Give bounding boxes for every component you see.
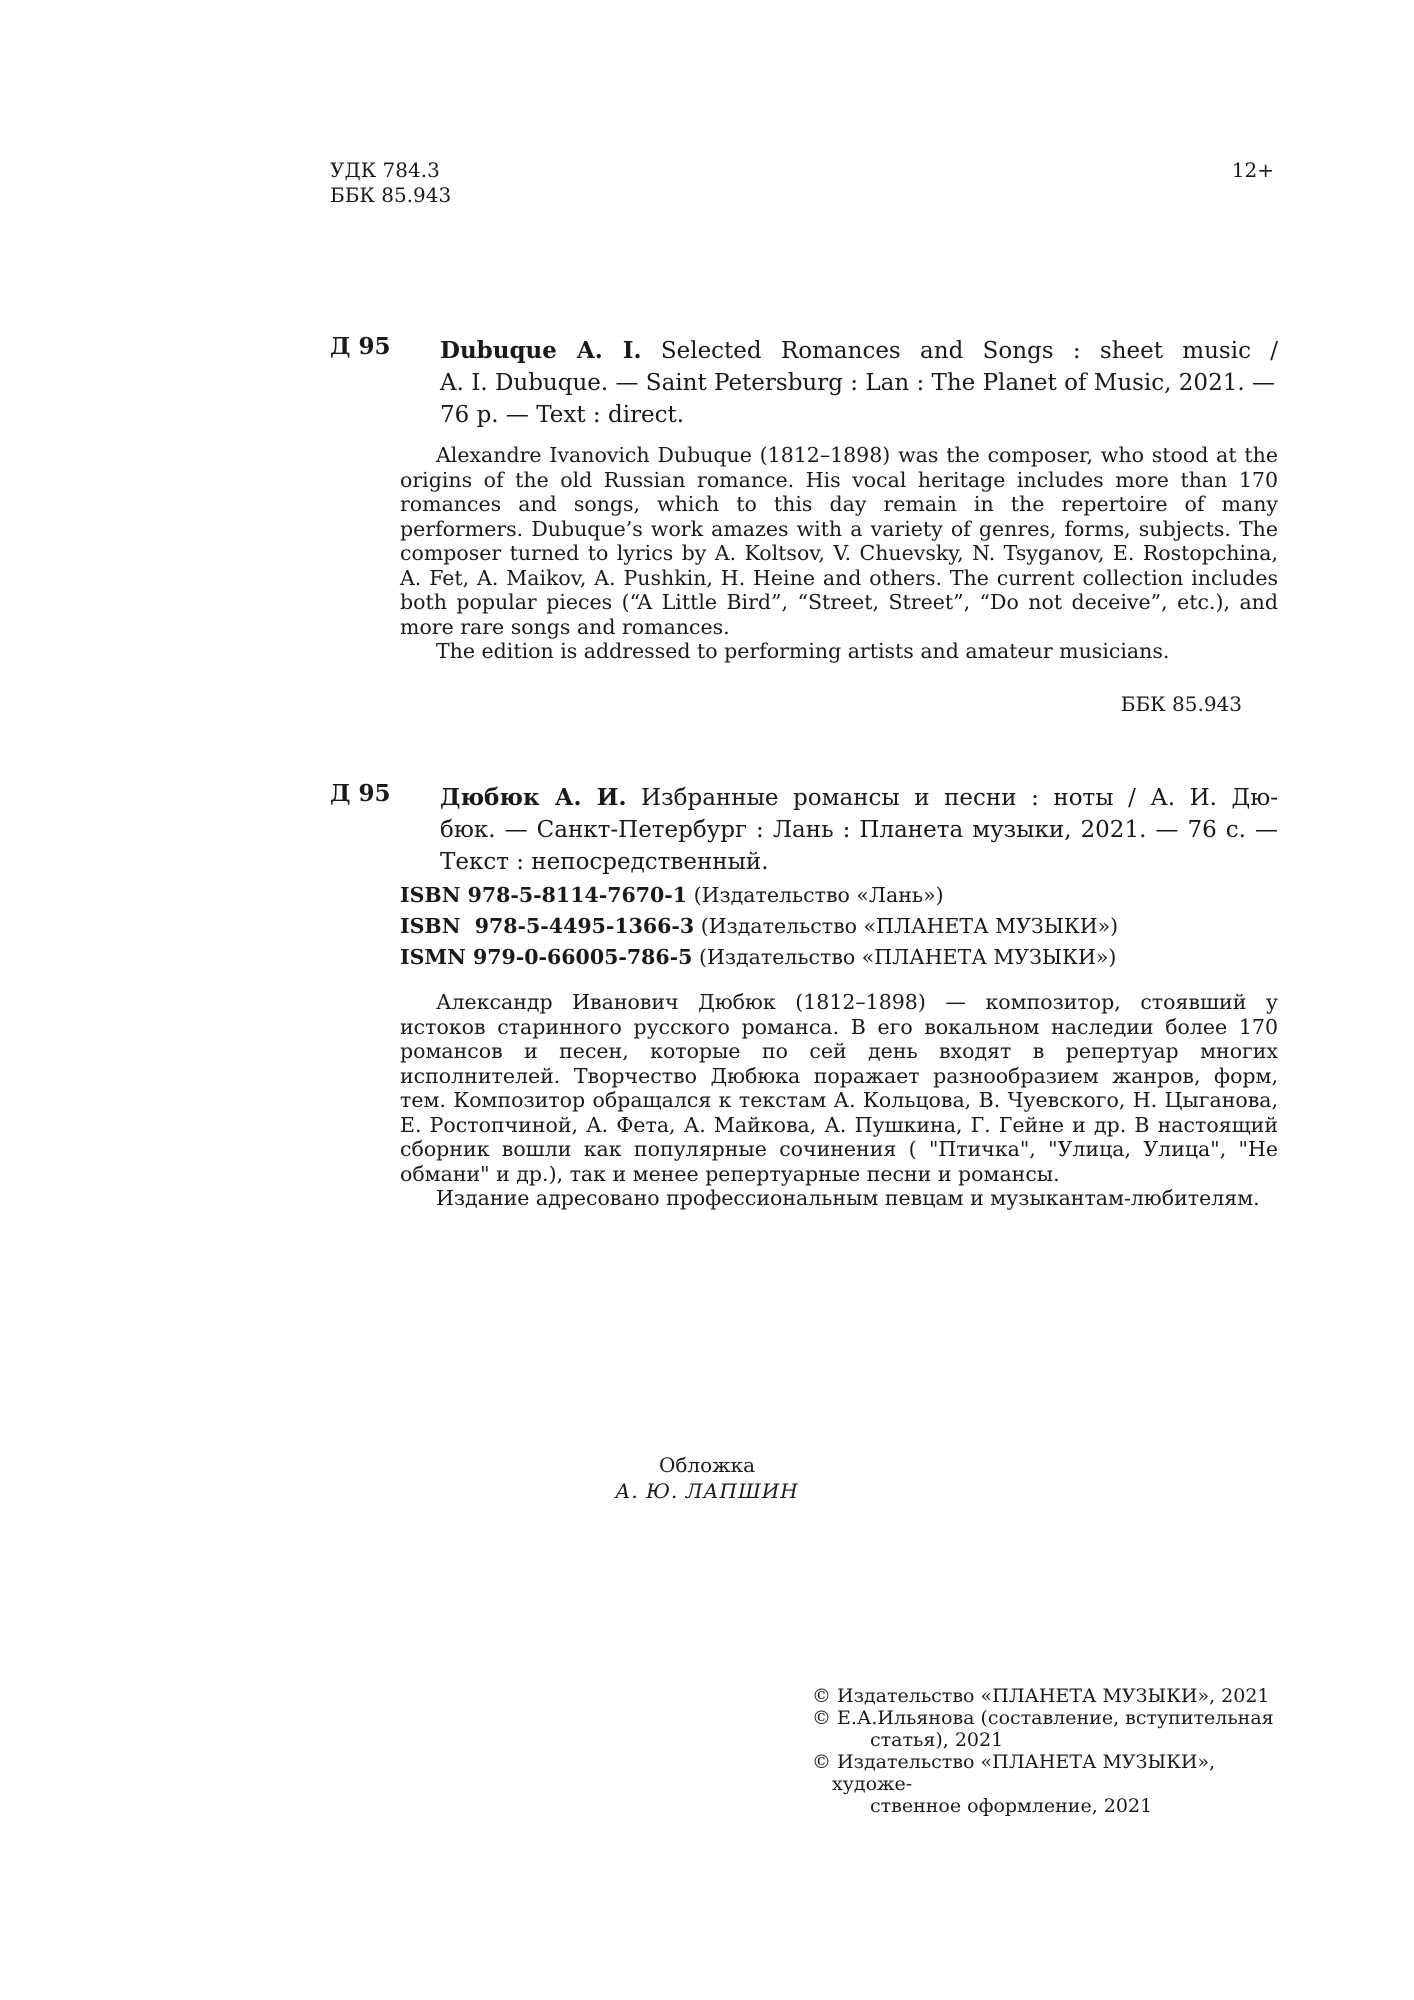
citation-line3-ru: Текст : непосредственный.: [440, 849, 769, 875]
copyright-line-cont: статья), 2021: [870, 1729, 1004, 1751]
isbn-row: [400, 911, 1118, 942]
citation-line2-ru: бюк. — Санкт-Петербург : Лань : Планета музыки, 2021. — 76 с. —: [440, 817, 1278, 843]
isbn-row: [400, 880, 1118, 911]
isbn-publisher: (Издательство «ПЛАНЕТА МУЗЫКИ»): [698, 945, 1117, 969]
russian-citation: [330, 782, 1278, 878]
isbn-list: [400, 880, 1118, 973]
isbn-publisher: (Издательство «ПЛАНЕТА МУЗЫКИ»): [700, 914, 1119, 938]
abstract-ru: [400, 990, 1278, 1211]
copyright-block: [812, 1685, 1282, 1817]
isbn-code: ISBN 978-5-4495-1366-3: [400, 914, 695, 938]
english-citation: [330, 335, 1278, 431]
copyright-line-cont: ственное оформление, 2021: [870, 1795, 1153, 1817]
citation-line1-en: Selected Romances and Songs : sheet music /: [660, 338, 1279, 364]
author-en: Dubuque A. I.: [440, 337, 642, 364]
age-rating: 12+: [1231, 158, 1274, 182]
copyright-line: © Е.А.Ильянова (составление, вступительная: [812, 1707, 1274, 1729]
isbn-code: ISBN 978-5-8114-7670-1: [400, 883, 688, 907]
ismn-code: ISMN 979-0-66005-786-5: [400, 945, 693, 969]
citation-text-en: [440, 335, 1278, 431]
cover-label: Обложка: [658, 1453, 755, 1477]
abstract-en: [400, 443, 1278, 664]
copyright-line: © Издательство «ПЛАНЕТА МУЗЫКИ», 2021: [812, 1685, 1270, 1707]
abstract-ru-text: Александр Иванович Дюбюк (1812–1898) — композитор, стоявший у истоков старинного русского романса. В его вокальном наследии более 170 романсов и песен, которые по сей день входят в репертуар многих исполнителей. Творчество Дюбюка поражает разнообразием жанров, форм, тем. Композитор обращался к текстам А. Кольцова, В. Чуевского, Н. Цыганова, Е. Ростопчиной, А. Фета, А. Майкова, А. Пушкина, Г. Гейне и др. В настоящий сборник вошли как популярные сочинения ( "Птичка", "Улица, Улица", "Не обмани" и др.), так и менее репертуарные песни и романсы.: [400, 990, 1278, 1186]
cover-credit: [0, 1452, 1414, 1504]
audience-ru: Издание адресовано профессиональным певцам и музыкантам-любителям.: [436, 1186, 1260, 1210]
citation-line3-en: 76 p. — Text : direct.: [440, 402, 685, 428]
classification-codes: [330, 158, 451, 208]
udk-code: УДК 784.3: [330, 158, 440, 182]
citation-line2-en: A. I. Dubuque. — Saint Petersburg : Lan : The Planet of Music, 2021. —: [440, 370, 1275, 396]
abstract-en-text: Alexandre Ivanovich Dubuque (1812–1898) was the composer, who stood at the origins of the old Russian romance. His vocal heritage includes more than 170 romances and songs, which to this day remain in the repertoire of many performers. Dubuque’s work amazes with a variety of genres, forms, subjects. The composer turned to lyrics by A. Koltsov, V. Chuevsky, N. Tsyganov, E. Rostopchina, A. Fet, A. Maikov, A. Pushkin, H. Heine and others. The current collection includes both popular pieces (“A Little Bird”, “Street, Street”, “Do not deceive”, etc.), and more rare songs and romances.: [400, 443, 1278, 639]
citation-line1-ru: Избранные романсы и песни : ноты / А. И. Дю-: [641, 785, 1279, 811]
copyright-line: © Издательство «ПЛАНЕТА МУЗЫКИ», художе-: [812, 1751, 1216, 1795]
cover-designer: А. Ю. ЛАПШИН: [615, 1479, 799, 1503]
bbk-code-en: ББК 85.943: [1120, 692, 1242, 716]
bbk-code: ББК 85.943: [330, 183, 452, 207]
author-ru: Дюбюк А. И.: [440, 784, 627, 811]
author-sign-ru: Д 95: [330, 780, 391, 807]
author-sign-en: Д 95: [330, 333, 391, 360]
audience-en: The edition is addressed to performing artists and amateur musicians.: [436, 639, 1170, 663]
citation-text-ru: [440, 782, 1278, 878]
isbn-publisher: (Издательство «Лань»): [693, 883, 944, 907]
isbn-row: [400, 942, 1118, 973]
